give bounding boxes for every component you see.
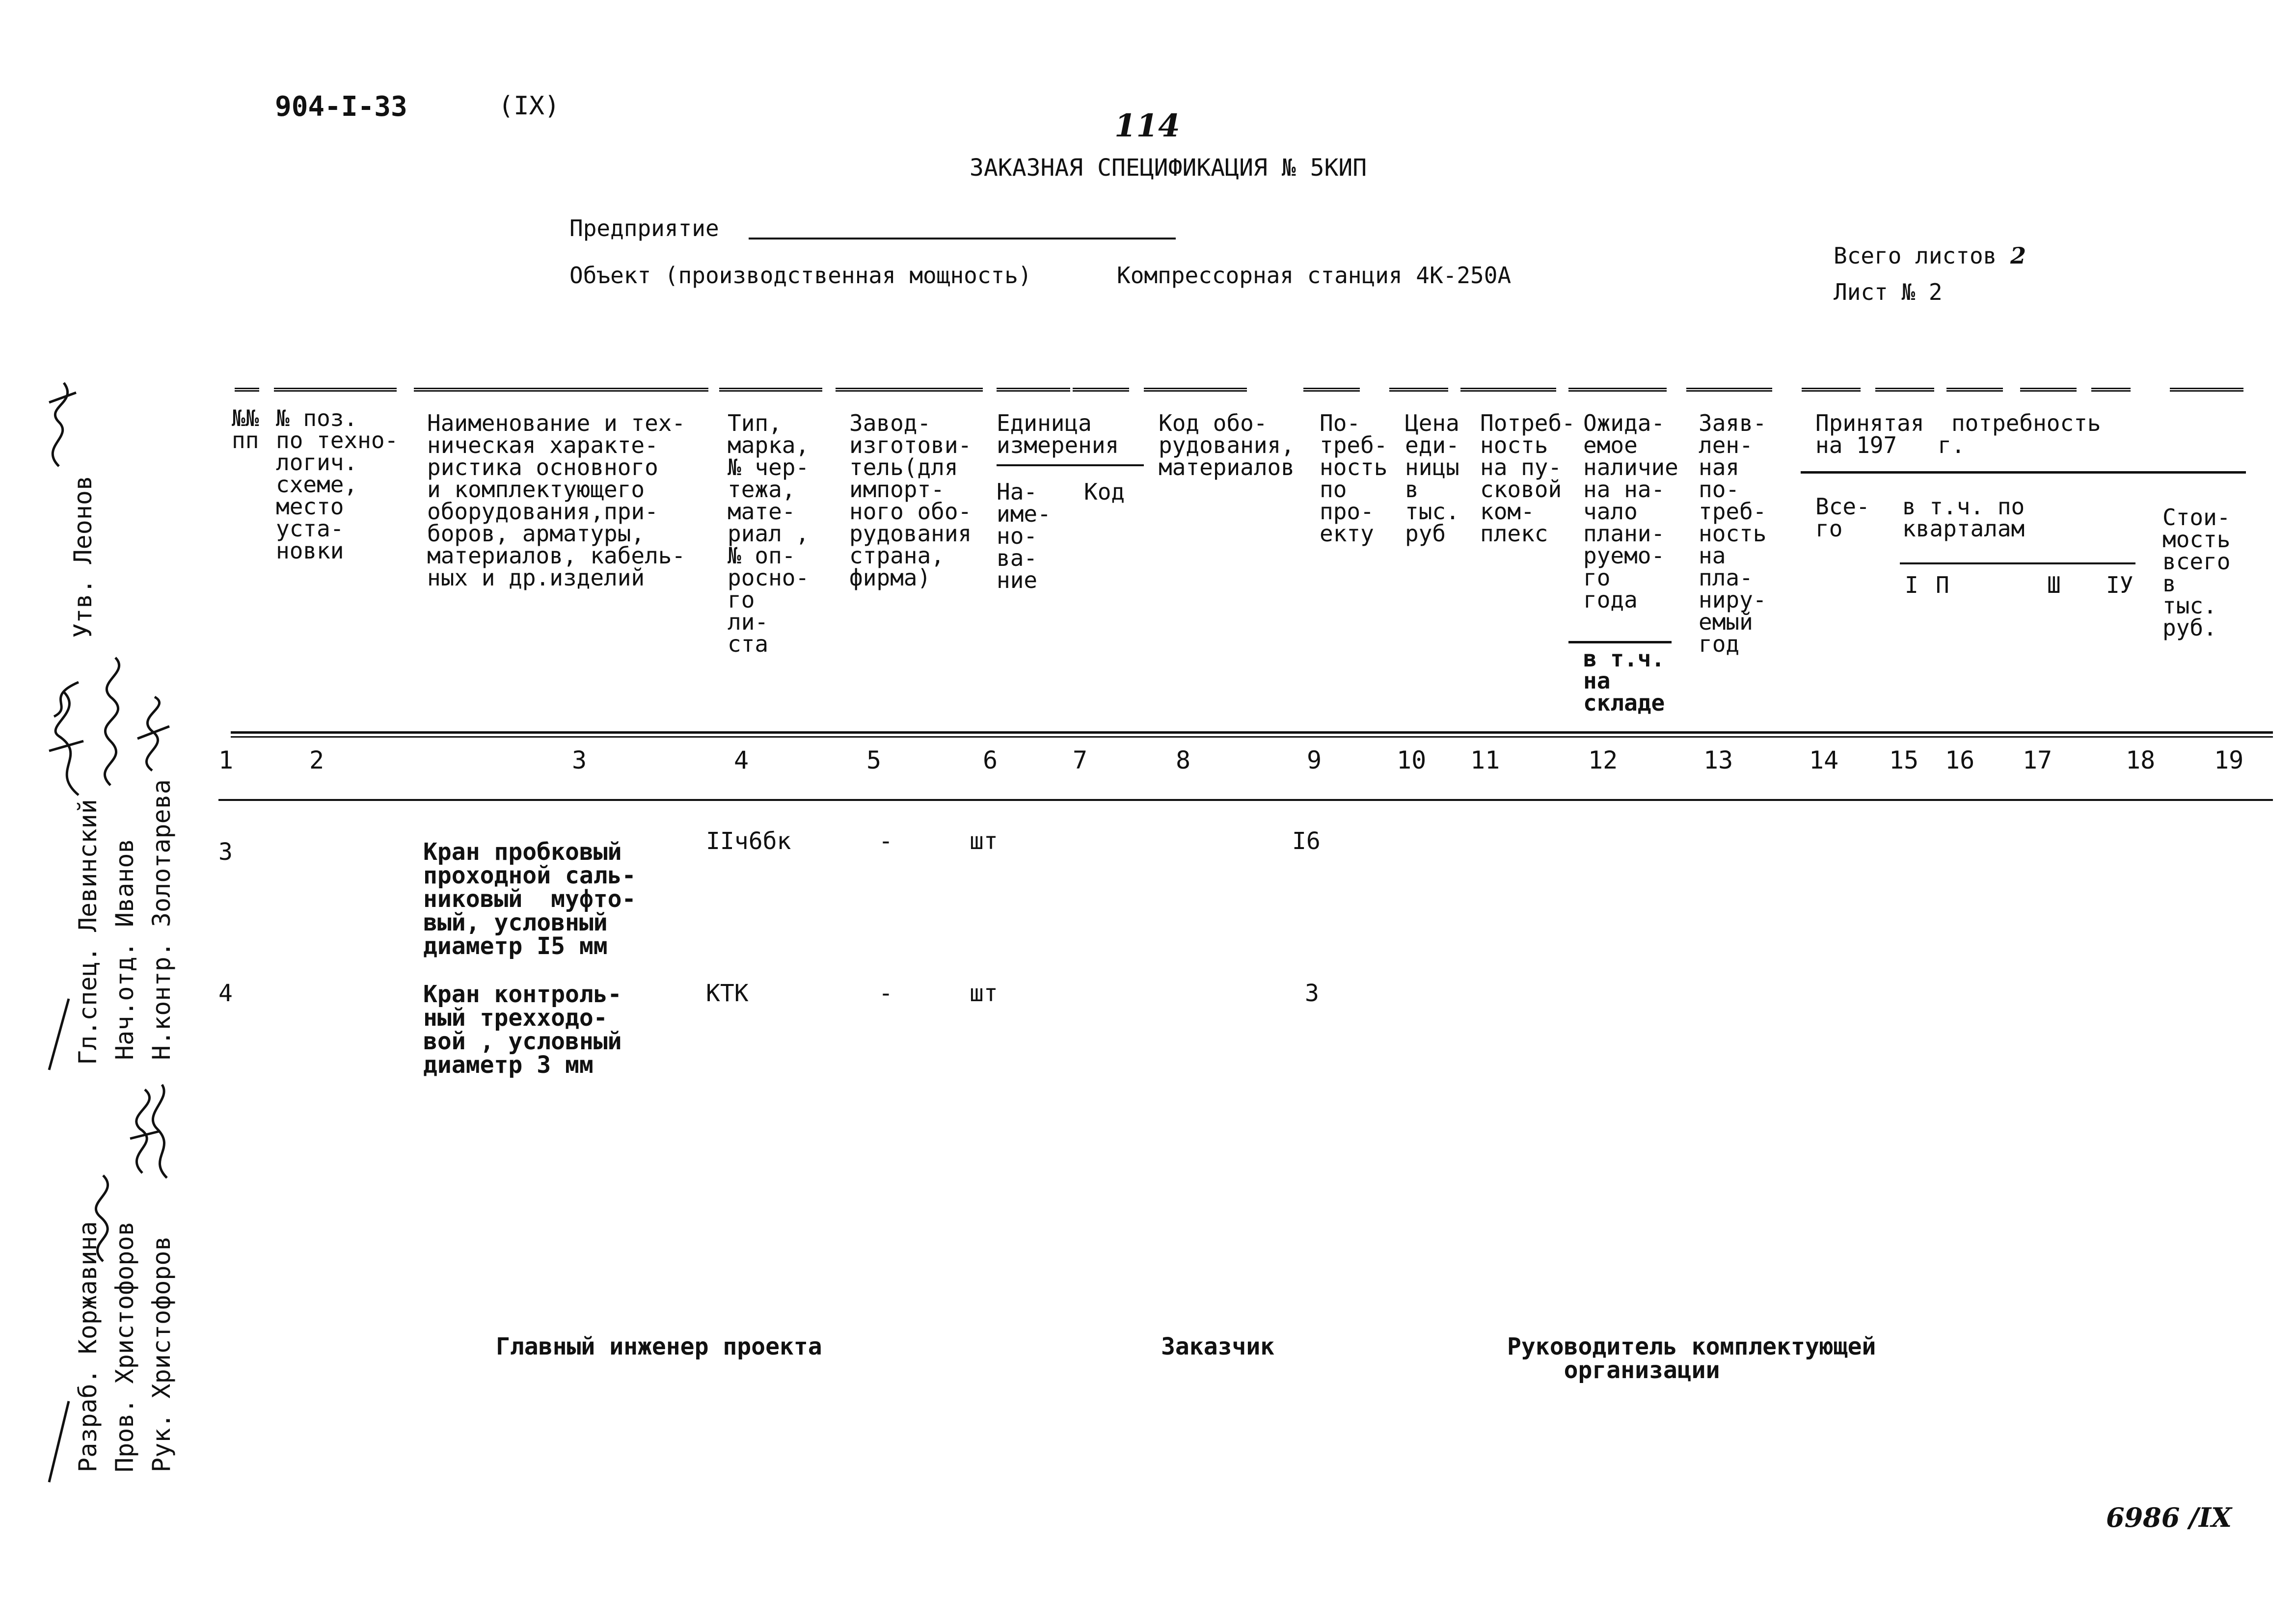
column-number: 12 <box>1588 746 1618 774</box>
signature-developed <box>74 1168 128 1266</box>
customer-label: Заказчик <box>1161 1333 1275 1360</box>
header-units: Единица измерения <box>997 410 1119 458</box>
stamp-developed: Разраб. Коржавина <box>74 1221 102 1472</box>
column-number: 15 <box>1889 746 1919 774</box>
column-number: 3 <box>572 746 587 774</box>
header-col-1: №№ пп <box>232 405 259 453</box>
header-col-19: Стои- мость всего в тыс. руб. <box>2162 504 2231 641</box>
sheets-total-label: Всего листов <box>1834 242 1997 269</box>
column-number: 2 <box>309 746 324 774</box>
row-number: 4 <box>218 980 233 1007</box>
row-unit: шт <box>970 827 998 855</box>
row-name: Кран пробковый проходной саль- никовый муфто- вый, условный диаметр I5 мм <box>423 838 636 960</box>
signature-manager <box>118 1080 177 1183</box>
doc-part: (IX) <box>498 91 560 121</box>
header-q3: Ш <box>2047 572 2061 598</box>
header-col-2: № поз. по техно- логич. схеме, место уста- новки <box>276 405 399 564</box>
column-number: 14 <box>1809 746 1839 774</box>
column-numbers-rule <box>218 799 2273 801</box>
stamp-checked: Пров. Христофоров <box>110 1221 139 1472</box>
stamp-dept-head: Нач.отд. Иванов <box>110 838 139 1060</box>
row-maker: - <box>879 980 893 1007</box>
header-col-3: Наименование и тех- ническая характе- ристика основного и комплектующего оборудования,при- боров, арматуры, материалов, кабель- ных и др.изделий <box>427 410 686 591</box>
header-col-6: На- име- но- ва- ние <box>997 479 1051 593</box>
header-q4: IУ <box>2106 572 2134 598</box>
header-col-10: Цена еди- ницы в тыс. руб <box>1405 410 1459 547</box>
header-col-7: Код <box>1084 479 1125 505</box>
row-type: IIч6бк <box>706 827 791 855</box>
header-col-5: Завод- изготови- тель(для импорт- ного обо- рудования страна, фирма) <box>849 410 972 591</box>
quarters-divider <box>1900 562 2135 564</box>
header-col-13: Заяв- лен- ная по- треб- ность на пла- ниру- емый год <box>1699 410 1767 657</box>
stamp-bracket <box>44 1399 74 1487</box>
units-divider <box>997 464 1144 466</box>
column-number: 9 <box>1307 746 1322 774</box>
page-number: 114 <box>1114 107 1180 144</box>
chief-engineer-label: Главный инженер проекта <box>496 1333 822 1360</box>
header-col-12: Ожида- емое наличие на на- чало плани- руемо- го года <box>1583 410 1678 613</box>
doc-code: 904-I-33 <box>275 91 407 123</box>
header-q2: П <box>1936 572 1949 598</box>
sheet-label: Лист № <box>1834 279 1916 305</box>
sheet-number <box>1834 281 1943 303</box>
stamp-manager: Рук. Христофоров <box>147 1236 176 1472</box>
supplier-head-label: Руководитель комплектующей организации <box>1507 1333 1876 1384</box>
column-number: 5 <box>866 746 882 774</box>
enterprise-label: Предприятие <box>569 215 719 241</box>
header-quarters: в т.ч. по кварталам <box>1902 493 2025 542</box>
column-number: 11 <box>1470 746 1500 774</box>
header-col-12b: в т.ч. на складе <box>1583 645 1665 716</box>
row-qty: I6 <box>1292 827 1321 855</box>
sheets-total-value: 2 <box>2010 242 2026 269</box>
column-number: 16 <box>1945 746 1975 774</box>
stamp-approved: Утв. Леонов <box>69 475 97 638</box>
row-maker: - <box>879 827 893 855</box>
header-col-4: Тип, марка, № чер- тежа, мате- риал , № оп- росно- го ли- ста <box>728 410 810 657</box>
column-number: 7 <box>1073 746 1088 774</box>
header-accepted: Принятая потребность на 197 г. <box>1815 410 2101 458</box>
sheets-total <box>1834 244 2026 267</box>
stamp-bracket <box>44 996 74 1075</box>
column-number: 17 <box>2023 746 2053 774</box>
object-value: Компрессорная станция 4К-250А <box>1117 262 1512 289</box>
header-col-11: Потреб- ность на пу- сковой ком- плекс <box>1480 410 1575 547</box>
header-col-8: Код обо- рудования, материалов <box>1159 410 1295 480</box>
archive-number: 6986 /IX <box>2106 1502 2232 1533</box>
row-name: Кран контроль- ный трехходо- вой , условный диаметр 3 мм <box>423 981 622 1079</box>
stamp-norm-control: Н.контр. Золотарева <box>147 779 176 1060</box>
header-bottom-rule-2 <box>231 736 2273 738</box>
column-number: 6 <box>983 746 998 774</box>
sheet-value: 2 <box>1928 279 1943 305</box>
column-number: 18 <box>2126 746 2156 774</box>
header-bottom-rule <box>231 731 2273 734</box>
column-number: 13 <box>1703 746 1733 774</box>
column-number: 8 <box>1176 746 1191 774</box>
header-col-14: Все- го <box>1815 493 1870 542</box>
row-type: КТК <box>706 980 749 1007</box>
row-unit: шт <box>970 980 998 1007</box>
enterprise-field-line <box>749 238 1176 239</box>
column-number: 10 <box>1397 746 1427 774</box>
doc-title: ЗАКАЗНАЯ СПЕЦИФИКАЦИЯ № 5КИП <box>970 154 1367 182</box>
row-number: 3 <box>218 838 233 866</box>
column-number: 19 <box>2214 746 2244 774</box>
header-col-9: По- треб- ность по про- екту <box>1320 410 1388 547</box>
row-qty: 3 <box>1305 980 1319 1007</box>
signature-approved <box>29 373 88 471</box>
object-label: Объект (производственная мощность) <box>569 262 1032 289</box>
stamp-chief-spec: Гл.спец. Левинский <box>74 799 102 1065</box>
column-number: 1 <box>218 746 234 774</box>
col-12-divider <box>1568 641 1672 643</box>
column-number: 4 <box>734 746 749 774</box>
accepted-divider <box>1801 471 2246 474</box>
signature-norm-control <box>125 692 179 775</box>
header-q1: I <box>1905 572 1918 598</box>
